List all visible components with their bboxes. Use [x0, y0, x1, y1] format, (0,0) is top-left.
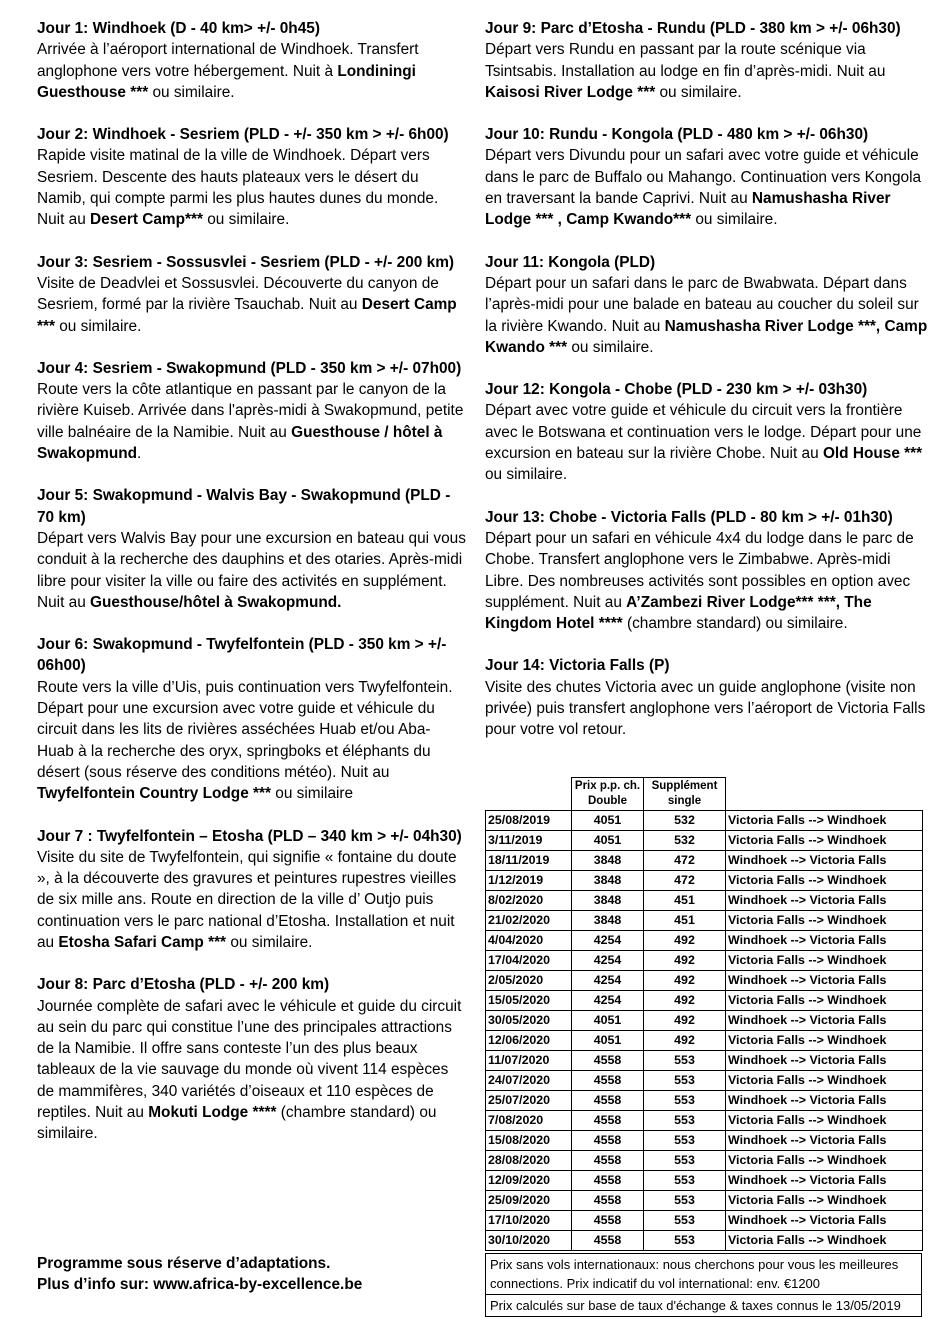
price-double: 4254 [572, 951, 644, 971]
supplement-single: 492 [644, 1011, 726, 1031]
supplement-single: 553 [644, 1051, 726, 1071]
day-text: Départ vers Rundu en passant par la route scénique via Tsintsabis. Installation au lodge en fin d’après-midi. Nuit au Kaisosi River Lodge *** ou similaire. [485, 41, 886, 101]
route: Victoria Falls --> Windhoek [726, 991, 923, 1011]
route: Victoria Falls --> Windhoek [726, 811, 923, 831]
route: Victoria Falls --> Windhoek [726, 911, 923, 931]
supplement-single: 472 [644, 871, 726, 891]
departure-date: 4/04/2020 [486, 931, 572, 951]
departure-date: 8/02/2020 [486, 891, 572, 911]
day-1 [37, 18, 467, 103]
price-double: 4558 [572, 1191, 644, 1211]
route: Victoria Falls --> Windhoek [726, 831, 923, 851]
route: Windhoek --> Victoria Falls [726, 1051, 923, 1071]
table-row [486, 1151, 923, 1171]
table-row [486, 991, 923, 1011]
day-title: Jour 12: Kongola - Chobe (PLD - 230 km > +/- 03h30) [485, 381, 868, 399]
route: Windhoek --> Victoria Falls [726, 1011, 923, 1031]
day-text: Départ pour un safari en véhicule 4x4 du lodge dans le parc de Chobe. Transfert anglophone vers le Zimbabwe. Après-midi Libre. Des nombreuses activités sont possibles en option avec supplément. Nuit au A’Zambezi River Lodge*** ***, The Kingdom Hotel **** (chambre standard) ou similaire. [485, 529, 914, 633]
price-double: 4051 [572, 811, 644, 831]
day-title: Jour 5: Swakopmund - Walvis Bay - Swakopmund (PLD - 70 km) [37, 487, 451, 526]
day-11 [485, 252, 930, 358]
supplement-single: 553 [644, 1091, 726, 1111]
day-title: Jour 14: Victoria Falls (P) [485, 657, 670, 675]
departure-date: 28/08/2020 [486, 1151, 572, 1171]
supplement-single: 492 [644, 931, 726, 951]
day-text: Départ pour un safari dans le parc de Bwabwata. Départ dans l’après-midi pour une balade en bateau au coucher du soleil sur la rivière Kwando. Nuit au Namushasha River Lodge ***, Camp Kwando *** ou similaire. [485, 274, 928, 356]
supplement-single: 451 [644, 891, 726, 911]
price-double: 4558 [572, 1211, 644, 1231]
route: Victoria Falls --> Windhoek [726, 951, 923, 971]
day-13 [485, 507, 930, 635]
day-12 [485, 379, 930, 485]
route: Windhoek --> Victoria Falls [726, 1091, 923, 1111]
departure-date: 18/11/2019 [486, 851, 572, 871]
day-6 [37, 634, 467, 804]
price-double: 4558 [572, 1071, 644, 1091]
route: Victoria Falls --> Windhoek [726, 1031, 923, 1051]
price-double: 4558 [572, 1171, 644, 1191]
departure-date: 25/07/2020 [486, 1091, 572, 1111]
price-double: 3848 [572, 891, 644, 911]
table-row [486, 871, 923, 891]
table-row [486, 1031, 923, 1051]
departure-date: 21/02/2020 [486, 911, 572, 931]
day-text: Journée complète de safari avec le véhicule et guide du circuit au sein du parc qui constitue l’une des principales attractions de la Namibie. Il offre sans conteste l’un des plus beaux tableaux de la vie sauvage du monde où vivent 114 espèces de mammifères, 340 variétés d’oiseaux et 110 espèces de reptiles. Nuit au Mokuti Lodge **** (chambre standard) ou similaire. [37, 997, 462, 1143]
departure-date: 24/07/2020 [486, 1071, 572, 1091]
day-title: Jour 9: Parc d’Etosha - Rundu (PLD - 380 km > +/- 06h30) [485, 20, 901, 37]
day-title: Jour 4: Sesriem - Swakopmund (PLD - 350 km > +/- 07h00) [37, 359, 462, 377]
day-2 [37, 124, 467, 230]
supplement-single: 492 [644, 971, 726, 991]
price-double: 4254 [572, 971, 644, 991]
day-text: Visite du site de Twyfelfontein, qui signifie « fontaine du doute », à la découverte des gravures et peintures rupestres vieilles de six mille ans. Route en direction de la ville d’ Outjo puis continuation vers le parc national d’Etosha. Installation et nuit au Etosha Safari Camp *** ou similaire. [37, 848, 457, 951]
price-double: 4051 [572, 1011, 644, 1031]
departure-date: 11/07/2020 [486, 1051, 572, 1071]
footer-disclaimer: Programme sous réserve d’adaptations. [37, 1255, 331, 1272]
price-table [485, 777, 923, 1251]
supplement-single: 553 [644, 1231, 726, 1251]
table-row [486, 1111, 923, 1131]
day-10 [485, 124, 930, 230]
supplement-single: 553 [644, 1151, 726, 1171]
price-double: 3848 [572, 871, 644, 891]
price-double: 4254 [572, 931, 644, 951]
departure-date: 30/05/2020 [486, 1011, 572, 1031]
route: Victoria Falls --> Windhoek [726, 1151, 923, 1171]
departure-date: 30/10/2020 [486, 1231, 572, 1251]
day-text: Départ vers Divundu pour un safari avec votre guide et véhicule dans le parc de Buffalo ou Mahango. Continuation vers Kongola en traversant la bande Caprivi. Nuit au Namushasha River Lodge *** , Camp Kwando*** ou similaire. [485, 147, 922, 229]
table-row [486, 1231, 923, 1251]
table-row [486, 1071, 923, 1091]
departure-date: 25/08/2019 [486, 811, 572, 831]
table-row [486, 1211, 923, 1231]
departure-date: 15/05/2020 [486, 991, 572, 1011]
day-3 [37, 252, 467, 337]
route: Victoria Falls --> Windhoek [726, 1231, 923, 1251]
day-text: Départ vers Walvis Bay pour une excursion en bateau qui vous conduit à la recherche des dauphins et des otaries. Après-midi libre pour visiter la ville ou faire des activités en supplément. Nuit au Guesthouse/hôtel à Swakopmund. [37, 529, 466, 611]
supplement-single: 553 [644, 1171, 726, 1191]
table-row [486, 971, 923, 991]
header-route-blank [726, 778, 923, 811]
route: Windhoek --> Victoria Falls [726, 1171, 923, 1191]
supplement-single: 553 [644, 1111, 726, 1131]
price-double: 4254 [572, 991, 644, 1011]
route: Windhoek --> Victoria Falls [726, 1131, 923, 1151]
supplement-single: 492 [644, 1031, 726, 1051]
route: Windhoek --> Victoria Falls [726, 851, 923, 871]
header-date-blank [486, 778, 572, 811]
route: Victoria Falls --> Windhoek [726, 1111, 923, 1131]
price-double: 4051 [572, 1031, 644, 1051]
table-row [486, 1191, 923, 1211]
header-supplement-single: Supplément single [644, 778, 726, 811]
departure-date: 2/05/2020 [486, 971, 572, 991]
supplement-single: 553 [644, 1131, 726, 1151]
supplement-single: 492 [644, 991, 726, 1011]
departure-date: 12/09/2020 [486, 1171, 572, 1191]
supplement-single: 553 [644, 1211, 726, 1231]
note-exchange-rate: Prix calculés sur base de taux d'échange & taxes connus le 13/05/2019 [486, 1295, 922, 1317]
price-rows [486, 811, 923, 1251]
day-text: Route vers la côte atlantique en passant par le canyon de la rivière Kuiseb. Arrivée dans l'après-midi à Swakopmund, petite ville balnéaire de la Namibie. Nuit au Guesthouse / hôtel à Swakopmund. [37, 381, 464, 463]
route: Victoria Falls --> Windhoek [726, 871, 923, 891]
day-title: Jour 7 : Twyfelfontein – Etosha (PLD – 340 km > +/- 04h30) [37, 827, 462, 845]
header-price-double: Prix p.p. ch. Double [572, 778, 644, 811]
route: Windhoek --> Victoria Falls [726, 931, 923, 951]
supplement-single: 451 [644, 911, 726, 931]
right-column [485, 18, 930, 762]
day-title: Jour 11: Kongola (PLD) [485, 253, 656, 271]
price-double: 3848 [572, 851, 644, 871]
table-row [486, 1051, 923, 1071]
day-title: Jour 3: Sesriem - Sossusvlei - Sesriem (PLD - +/- 200 km) [37, 253, 454, 271]
route: Victoria Falls --> Windhoek [726, 1071, 923, 1091]
day-title: Jour 13: Chobe - Victoria Falls (PLD - 80 km > +/- 01h30) [485, 508, 893, 526]
table-row [486, 1091, 923, 1111]
departure-date: 7/08/2020 [486, 1111, 572, 1131]
day-text: Arrivée à l’aéroport international de Windhoek. Transfert anglophone vers votre hébergement. Nuit à Londiningi Guesthouse *** ou similaire. [37, 41, 419, 101]
supplement-single: 532 [644, 831, 726, 851]
left-column [37, 18, 467, 1166]
day-title: Jour 8: Parc d’Etosha (PLD - +/- 200 km) [37, 976, 330, 994]
departure-date: 17/10/2020 [486, 1211, 572, 1231]
table-header-row [486, 778, 923, 811]
table-row [486, 851, 923, 871]
table-row [486, 831, 923, 851]
footer-website: Plus d’info sur: www.africa-by-excellence.be [37, 1276, 363, 1294]
day-text: Visite de Deadvlei et Sossusvlei. Découverte du canyon de Sesriem, formé par la rivière Tsauchab. Nuit au Desert Camp *** ou similaire. [37, 274, 457, 335]
route: Windhoek --> Victoria Falls [726, 1211, 923, 1231]
route: Windhoek --> Victoria Falls [726, 891, 923, 911]
day-5 [37, 485, 467, 613]
price-double: 4558 [572, 1091, 644, 1111]
table-row [486, 811, 923, 831]
price-notes [485, 1253, 922, 1317]
day-text: Route vers la ville d’Uis, puis continuation vers Twyfelfontein. Départ pour une excursion avec votre guide et véhicule du circuit dans les lits de rivières asséchées Huab et/ou Aba-Huab à la recherche des oryx, springboks et éléphants du désert (sous réserve des conditions météo). Nuit au Twyfelfontein Country Lodge *** ou similaire [37, 678, 453, 803]
supplement-single: 553 [644, 1191, 726, 1211]
departure-date: 1/12/2019 [486, 871, 572, 891]
day-7 [37, 826, 467, 954]
day-title: Jour 6: Swakopmund - Twyfelfontein (PLD - 350 km > +/- 06h00) [37, 636, 447, 675]
day-title: Jour 10: Rundu - Kongola (PLD - 480 km > +/- 06h30) [485, 126, 869, 144]
departure-date: 12/06/2020 [486, 1031, 572, 1051]
departure-date: 3/11/2019 [486, 831, 572, 851]
price-double: 4558 [572, 1111, 644, 1131]
day-8 [37, 974, 467, 1144]
departure-date: 17/04/2020 [486, 951, 572, 971]
day-text: Départ avec votre guide et véhicule du circuit vers la frontière avec le Botswana et continuation vers le lodge. Départ pour une excursion en bateau sur la rivière Chobe. Nuit au Old House *** ou similaire. [485, 402, 923, 484]
table-row [486, 1171, 923, 1191]
price-double: 4558 [572, 1151, 644, 1171]
supplement-single: 532 [644, 811, 726, 831]
price-double: 4558 [572, 1051, 644, 1071]
day-14 [485, 655, 930, 740]
price-double: 4558 [572, 1131, 644, 1151]
route: Victoria Falls --> Windhoek [726, 1191, 923, 1211]
price-double: 4051 [572, 831, 644, 851]
supplement-single: 492 [644, 951, 726, 971]
supplement-single: 472 [644, 851, 726, 871]
table-row [486, 931, 923, 951]
table-row [486, 1131, 923, 1151]
day-4 [37, 358, 467, 464]
route: Windhoek --> Victoria Falls [726, 971, 923, 991]
table-row [486, 1011, 923, 1031]
day-title: Jour 2: Windhoek - Sesriem (PLD - +/- 350 km > +/- 6h00) [37, 126, 449, 144]
departure-date: 25/09/2020 [486, 1191, 572, 1211]
day-text: Rapide visite matinal de la ville de Windhoek. Départ vers Sesriem. Descente des hauts plateaux vers le désert du Namib, qui compte parmi les plus hautes dunes du monde. Nuit au Desert Camp*** ou similaire. [37, 147, 439, 229]
price-double: 3848 [572, 911, 644, 931]
table-row [486, 951, 923, 971]
footer [37, 1253, 362, 1296]
price-double: 4558 [572, 1231, 644, 1251]
day-text: Visite des chutes Victoria avec un guide anglophone (visite non privée) puis transfert anglophone vers l’aéroport de Victoria Falls pour votre vol retour. [485, 678, 926, 739]
departure-date: 15/08/2020 [486, 1131, 572, 1151]
day-9 [485, 18, 930, 103]
day-title: Jour 1: Windhoek (D - 40 km> +/- 0h45) [37, 20, 320, 37]
note-flights: Prix sans vols internationaux: nous cherchons pour vous les meilleures connections. Prix indicatif du vol international: env. €1200 [486, 1254, 922, 1295]
supplement-single: 553 [644, 1071, 726, 1091]
table-row [486, 911, 923, 931]
table-row [486, 891, 923, 911]
